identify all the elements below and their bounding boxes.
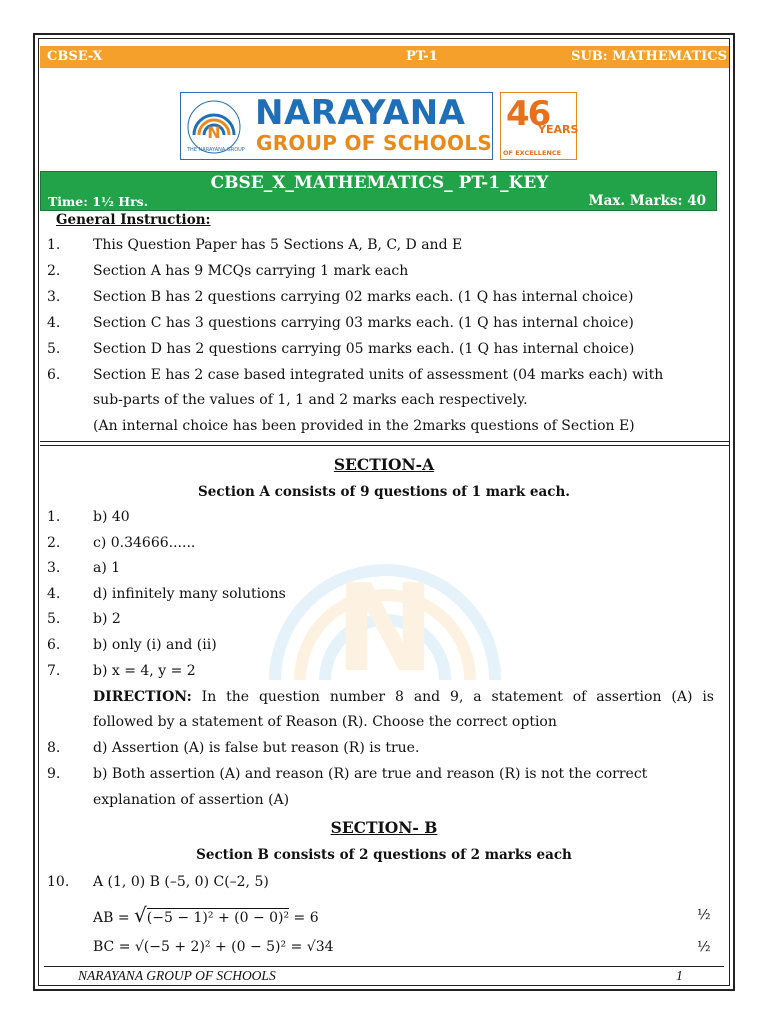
answer-text: b) Both assertion (A) and reason (R) are true and reason (R) is not the correct bbox=[93, 766, 648, 782]
ab-result: = 6 bbox=[289, 910, 319, 926]
direction-paragraph bbox=[93, 689, 714, 705]
answer-number: 9. bbox=[47, 766, 61, 782]
instruction-text: Section B has 2 questions carrying 02 marks each. (1 Q has internal choice) bbox=[93, 289, 634, 305]
answer-text: b) only (i) and (ii) bbox=[93, 637, 217, 653]
instruction-text: Section D has 2 questions carrying 05 marks each. (1 Q has internal choice) bbox=[93, 341, 635, 357]
instruction-text: Section C has 3 questions carrying 03 marks each. (1 Q has internal choice) bbox=[93, 315, 634, 331]
answer-number: 4. bbox=[47, 586, 61, 602]
divider bbox=[40, 441, 729, 442]
answer-text: b) x = 4, y = 2 bbox=[93, 663, 196, 679]
header-bar bbox=[40, 46, 729, 68]
question-points: A (1, 0) B (–5, 0) C(–2, 5) bbox=[93, 874, 269, 890]
instruction-number: 2. bbox=[47, 263, 61, 279]
footer-school-name: NARAYANA GROUP OF SCHOOLS bbox=[78, 968, 276, 983]
title-bar bbox=[40, 171, 717, 211]
instruction-text-cont: sub-parts of the values of 1, 1 and 2 marks each respectively. bbox=[93, 392, 528, 408]
ab-expression: (−5 − 1)² + (0 − 0)² bbox=[146, 910, 290, 926]
section-b-subtitle: Section B consists of 2 questions of 2 marks each bbox=[196, 847, 572, 863]
badge-excellence-label: OF EXCELLENCE bbox=[503, 149, 562, 157]
answer-number: 1. bbox=[47, 509, 61, 525]
paper-title: CBSE_X_MATHEMATICS_ PT-1_KEY bbox=[210, 173, 549, 193]
badge-number: 46 bbox=[506, 94, 550, 134]
answer-text: b) 2 bbox=[93, 611, 121, 627]
answer-text: d) Assertion (A) is false but reason (R) is true. bbox=[93, 740, 420, 756]
section-b-heading bbox=[0, 818, 768, 837]
svg-text:N: N bbox=[334, 560, 436, 699]
brand-name: NARAYANA bbox=[255, 93, 466, 133]
answer-number: 8. bbox=[47, 740, 61, 756]
direction-text: In the question number 8 and 9, a statement of assertion (A) is bbox=[191, 689, 714, 705]
page-number: 1 bbox=[676, 968, 683, 983]
section-a-subtitle: Section A consists of 9 questions of 1 mark each. bbox=[198, 484, 570, 500]
time-label: Time: 1½ Hrs. bbox=[48, 194, 149, 209]
direction-text-cont: followed by a statement of Reason (R). Choose the correct option bbox=[93, 714, 557, 730]
bc-formula: BC = √(−5 + 2)² + (0 − 5)² = √34 bbox=[93, 939, 334, 955]
sqrt-icon: √ bbox=[134, 903, 147, 927]
section-b-title: SECTION- B bbox=[330, 818, 438, 837]
footer-divider bbox=[44, 966, 724, 967]
max-marks-label: Max. Marks: 40 bbox=[588, 193, 706, 209]
instruction-text: Section A has 9 MCQs carrying 1 mark each bbox=[93, 263, 409, 279]
answer-number: 3. bbox=[47, 560, 61, 576]
instruction-number: 3. bbox=[47, 289, 61, 305]
answer-text: a) 1 bbox=[93, 560, 121, 576]
question-number: 10. bbox=[47, 874, 70, 890]
answer-number: 7. bbox=[47, 663, 61, 679]
brand-subtitle: GROUP OF SCHOOLS bbox=[256, 131, 493, 155]
answer-number: 2. bbox=[47, 535, 61, 551]
instruction-text: Section E has 2 case based integrated units of assessment (04 marks each) with bbox=[93, 367, 664, 383]
general-instruction-heading: General Instruction: bbox=[56, 212, 211, 228]
divider bbox=[40, 445, 729, 446]
instruction-number: 5. bbox=[47, 341, 61, 357]
direction-label: DIRECTION: bbox=[93, 689, 192, 705]
instruction-number: 6. bbox=[47, 367, 61, 383]
instruction-text: This Question Paper has 5 Sections A, B, C, D and E bbox=[93, 237, 463, 253]
badge-years-label: YEARS bbox=[538, 123, 579, 136]
watermark-emblem-icon bbox=[255, 440, 515, 700]
mark-half: ½ bbox=[697, 939, 711, 955]
header-subject: SUB: MATHEMATICS bbox=[571, 49, 727, 64]
header-test: PT-1 bbox=[406, 49, 438, 64]
section-a-title: SECTION-A bbox=[333, 455, 435, 474]
header-class: CBSE-X bbox=[47, 49, 103, 64]
answer-text: b) 40 bbox=[93, 509, 130, 525]
svg-text:N: N bbox=[207, 123, 221, 142]
ab-formula bbox=[93, 903, 319, 927]
answer-text: c) 0.34666...... bbox=[93, 535, 196, 551]
answer-text: d) infinitely many solutions bbox=[93, 586, 286, 602]
answer-text-cont: explanation of assertion (A) bbox=[93, 792, 290, 808]
ab-label: AB = bbox=[93, 910, 135, 926]
instruction-note: (An internal choice has been provided in the 2marks questions of Section E) bbox=[93, 418, 635, 434]
brand-tagline: THE NARAYANA GROUP bbox=[187, 147, 245, 153]
answer-number: 6. bbox=[47, 637, 61, 653]
mark-half: ½ bbox=[697, 907, 711, 923]
section-a-heading bbox=[0, 455, 768, 474]
instruction-number: 1. bbox=[47, 237, 61, 253]
answer-number: 5. bbox=[47, 611, 61, 627]
instruction-number: 4. bbox=[47, 315, 61, 331]
